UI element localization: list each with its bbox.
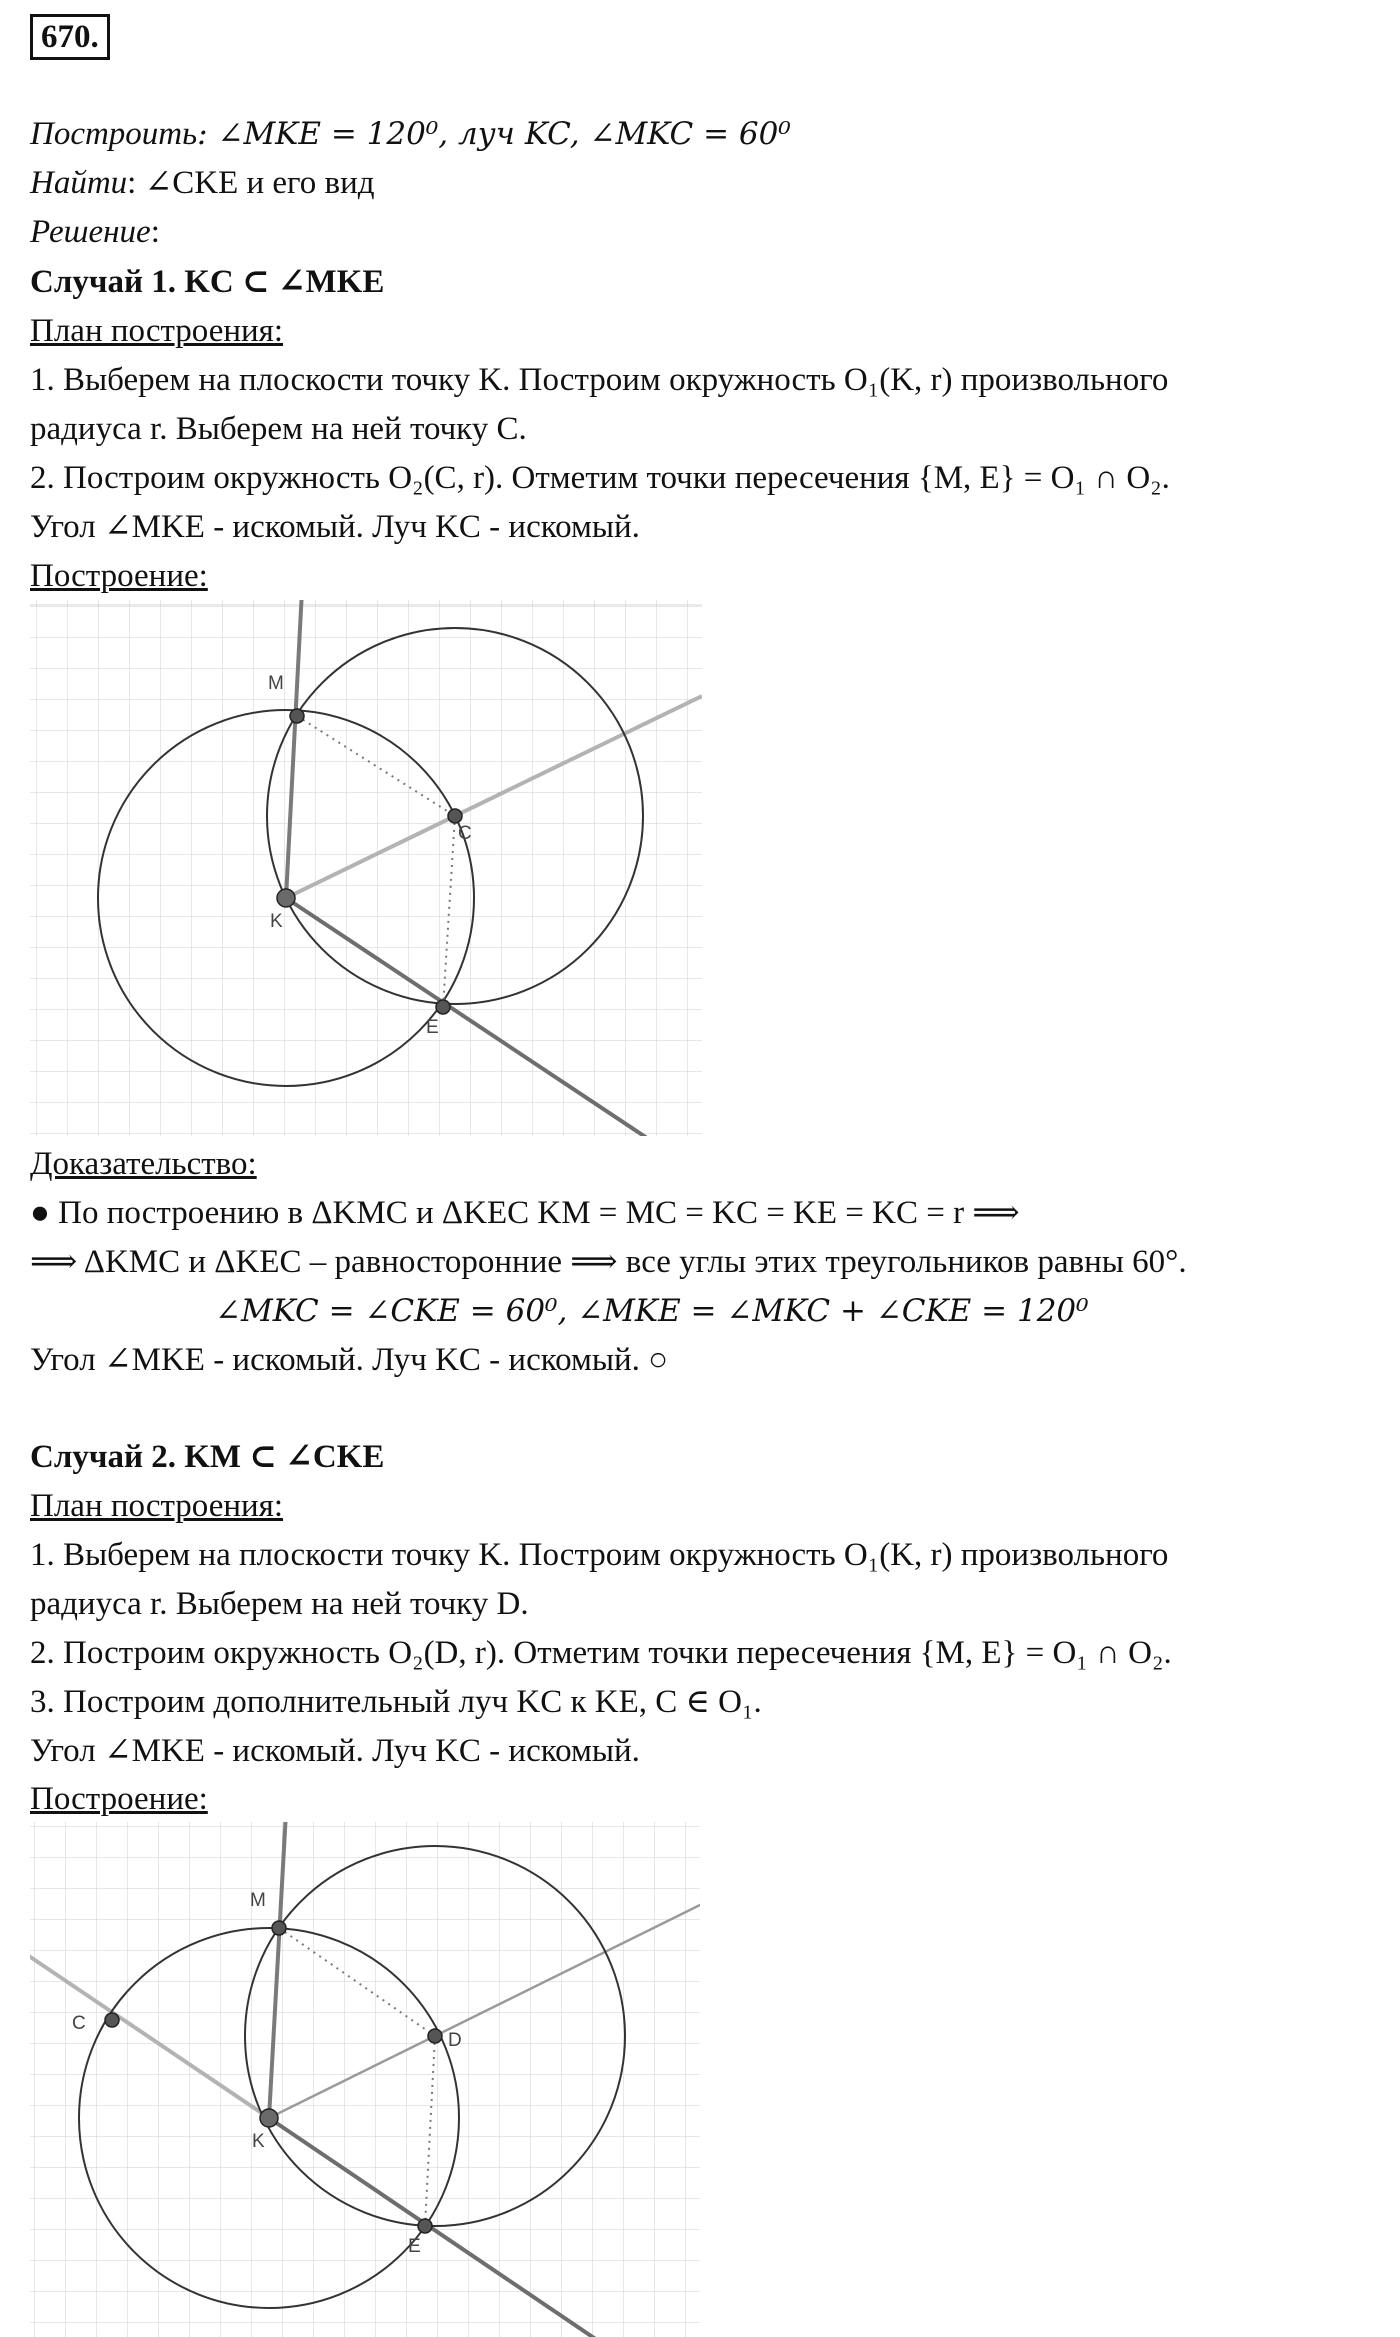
find-line [30,163,375,203]
case2-conclusion: Угол ∠MKE - искомый. Луч KC - искомый. [30,1733,640,1769]
find-text: : ∠CKE и его вид [127,165,375,201]
case1-step2: 2. Построим окружность O₂(C, r). Отметим точки пересечения {M, E} = O₁ ∩ O₂. [30,460,1170,496]
solution-text: : [150,214,160,250]
case2-title: Случай 2. KM ⊂ ∠CKE [30,1439,385,1475]
label-c: C [72,2013,86,2034]
point-c [448,809,462,823]
case1-step1b: радиуса r. Выберем на ней точку C. [30,411,527,447]
case1-step1a: 1. Выберем на плоскости точку K. Построим окружность O₁(K, r) произвольного [30,362,1169,398]
case1-construction-heading: Построение: [30,558,208,594]
solution-label: Решение [30,214,151,250]
point-d [428,2029,442,2043]
solution-line [30,212,160,252]
case1-proof-heading: Доказательство: [30,1146,257,1182]
label-m: M [250,1890,266,1911]
given-line [30,114,791,154]
case2-plan-heading: План построения: [30,1488,284,1524]
label-k: K [270,911,283,932]
label-d: D [448,2030,462,2051]
given-text: : ∠MKE = 120⁰, луч KC, ∠MKC = 60⁰ [197,116,791,152]
case2-construction-heading: Построение: [30,1781,208,1817]
label-m: M [268,673,284,694]
case2-construction-figure [30,1822,700,2337]
label-e: E [426,1017,439,1038]
case1-title: Случай 1. KC ⊂ ∠MKE [30,264,385,300]
case2-step3: 3. Построим дополнительный луч KC к KE, C ∈ O₁. [30,1684,762,1720]
case2-step1a: 1. Выберем на плоскости точку K. Построим окружность O₁(K, r) произвольного [30,1537,1169,1573]
label-e: E [408,2236,421,2257]
case1-proof1: ● По построению в ΔKMC и ΔKEC KM = MC = KC = KE = KC = r ⟹ [30,1195,1020,1231]
point-k [260,2109,278,2127]
find-label: Найти [30,165,128,201]
point-c [105,2013,119,2027]
given-label: Построить [30,116,198,152]
case1-plan-heading: План построения: [30,313,284,349]
grid-background [30,600,702,1136]
point-k [277,889,295,907]
point-m [290,709,304,723]
label-c: C [458,823,472,844]
case2-step2: 2. Построим окружность O₂(D, r). Отметим точки пересечения {M, E} = O₁ ∩ O₂. [30,1635,1172,1671]
point-e [418,2219,432,2233]
case1-proof3: ∠MKC = ∠CKE = 60⁰, ∠MKE = ∠MKC + ∠CKE = 120⁰ [215,1293,1089,1329]
case1-proof2: ⟹ ΔKMC и ΔKEC – равносторонние ⟹ все углы этих треугольников равны 60°. [30,1244,1187,1280]
point-m [272,1921,286,1935]
problem-number: 670. [30,14,110,60]
label-k: K [252,2131,265,2152]
case1-construction-figure [30,600,702,1136]
point-e [436,1000,450,1014]
case2-step1b: радиуса r. Выберем на ней точку D. [30,1586,529,1622]
case1-conclusion: Угол ∠MKE - искомый. Луч KC - искомый. [30,509,640,545]
grid-background [30,1822,700,2337]
case1-proof4: Угол ∠MKE - искомый. Луч KC - искомый. ○ [30,1342,669,1378]
